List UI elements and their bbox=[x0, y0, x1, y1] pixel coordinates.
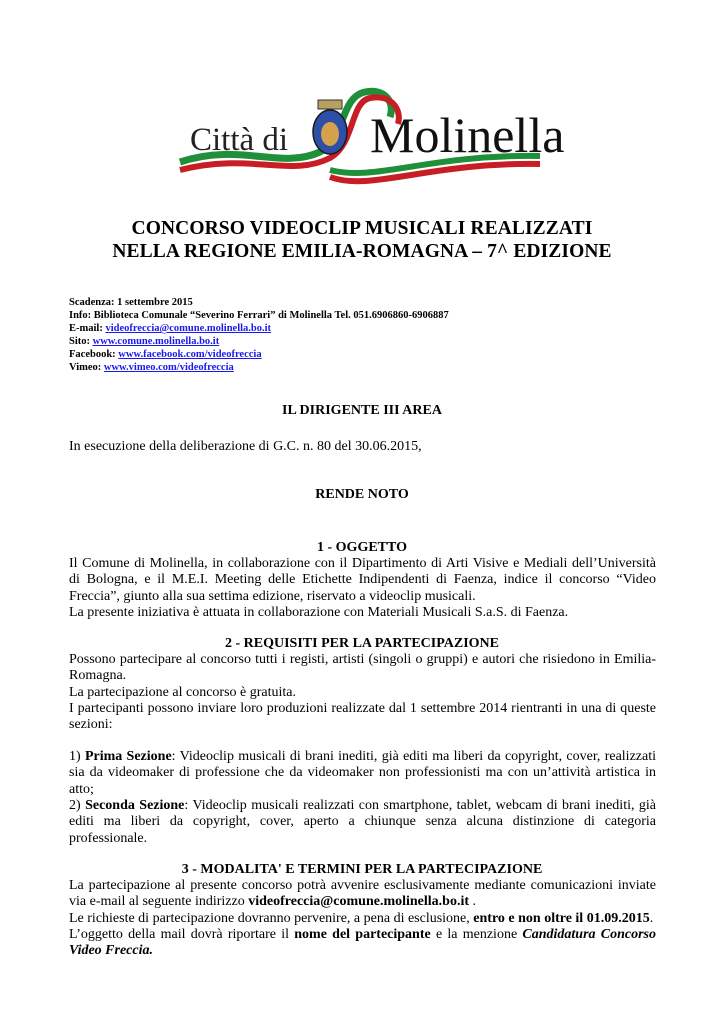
city-logo bbox=[170, 82, 565, 192]
section2-line: I partecipanti possono inviare loro produzioni realizzate dal 1 settembre 2014 rientranti in una di queste bbox=[69, 700, 656, 716]
document-title-line2: NELLA REGIONE EMILIA-ROMAGNA – 7^ EDIZIONE bbox=[112, 241, 612, 262]
contact-info: Info: Biblioteca Comunale “Severino Ferrari” di Molinella Tel. 051.6906860-6906887 bbox=[69, 310, 449, 321]
section1-line: di Bologna, e il M.E.I. Meeting delle Etichette Indipendenti di Faenza, indice il concorso “Video bbox=[69, 572, 656, 588]
section2-line: Possono partecipare al concorso tutti i registi, artisti (singoli o gruppi) e autori che risiedono in Emilia- bbox=[69, 652, 656, 667]
vimeo-label: Vimeo: bbox=[69, 362, 104, 373]
video-freccia-emphasis: Video Freccia. bbox=[69, 943, 153, 959]
vimeo-line bbox=[69, 361, 234, 374]
facebook-link[interactable]: www.facebook.com/videofreccia bbox=[118, 349, 262, 360]
section2-line: Romagna. bbox=[69, 668, 127, 684]
seconda-sezione-label: Seconda Sezione bbox=[85, 798, 185, 813]
heading-rende-noto: RENDE NOTO bbox=[315, 487, 409, 502]
section1-heading: 1 - OGGETTO bbox=[317, 540, 407, 555]
logo-name: Molinella bbox=[370, 107, 565, 163]
site-link[interactable]: www.comune.molinella.bo.it bbox=[92, 336, 220, 347]
participant-name-emphasis: nome del partecipante bbox=[294, 926, 431, 942]
section3-heading: 3 - MODALITA' E TERMINI PER LA PARTECIPAZIONE bbox=[181, 862, 543, 877]
section3-body: La partecipazione al presente concorso potrà avvenire esclusivamente mediante comunicazioni inviate via e-mail al seguente indirizzo videofreccia@comune.molinella.bo.it . Le richieste di partecipazione dovranno pervenire, a pena di esclusione, entro e non oltre il 01.09.2015. L’oggetto della mail dovrà riportare il nome del partecipante e la menzione Candidatura Concorso Video Freccia. bbox=[69, 878, 656, 959]
facebook-label: Facebook: bbox=[69, 349, 119, 360]
vimeo-link[interactable]: www.vimeo.com/videofreccia bbox=[103, 362, 234, 373]
section1-line: La presente iniziativa è attuata in collaborazione con Materiali Musicali S.a.S. di Faenza. bbox=[69, 604, 569, 620]
section2-line: La partecipazione al concorso è gratuita. bbox=[69, 684, 296, 700]
email-link[interactable]: videofreccia@comune.molinella.bo.it bbox=[105, 323, 272, 334]
facebook-line bbox=[69, 348, 262, 361]
section1-body bbox=[69, 556, 656, 621]
logo-prefix: Città di bbox=[190, 122, 289, 158]
email-line bbox=[69, 322, 271, 335]
heading-dirigente: IL DIRIGENTE III AREA bbox=[282, 403, 442, 418]
email-label: E-mail: bbox=[69, 323, 106, 334]
seconda-sezione: 2) Seconda Sezione: Videoclip musicali realizzati con smartphone, tablet, webcam di brani inediti, già editi ma liberi da copyright, cover, aperto a chiunque senza alcuna distinzione di categoria professionale. bbox=[69, 798, 656, 846]
deadline-text: Scadenza: 1 settembre 2015 bbox=[69, 297, 193, 308]
section2-body bbox=[69, 652, 656, 733]
prima-sezione-label: Prima Sezione bbox=[84, 749, 172, 764]
section2-line: sezioni: bbox=[69, 717, 113, 733]
site-line bbox=[69, 335, 219, 348]
document-title-line1: CONCORSO VIDEOCLIP MUSICALI REALIZZATI bbox=[131, 218, 593, 239]
section1-line: Freccia”, giunto alla sua settima edizione, riservato a videoclip musicali. bbox=[69, 588, 476, 604]
prima-sezione: 1) Prima Sezione: Videoclip musicali di brani inediti, già editi ma liberi da copyright, cover, realizzati sia da videomaker di professione che da videomaker non professionisti ma con un’attività artistica in atto; bbox=[69, 749, 656, 797]
candidatura-emphasis: Candidatura Concorso bbox=[522, 926, 656, 942]
section1-line: Il Comune di Molinella, in collaborazione con il Dipartimento di Arti Visive e Mediali dell’Università bbox=[69, 556, 656, 571]
section2-heading: 2 - REQUISITI PER LA PARTECIPAZIONE bbox=[225, 636, 499, 651]
deadline-emphasis: entro e non oltre il 01.09.2015 bbox=[473, 910, 650, 926]
submission-email: videofreccia@comune.molinella.bo.it bbox=[248, 894, 470, 910]
esecuzione-text: In esecuzione della deliberazione di G.C. n. 80 del 30.06.2015, bbox=[69, 439, 422, 454]
site-label: Sito: bbox=[69, 336, 93, 347]
